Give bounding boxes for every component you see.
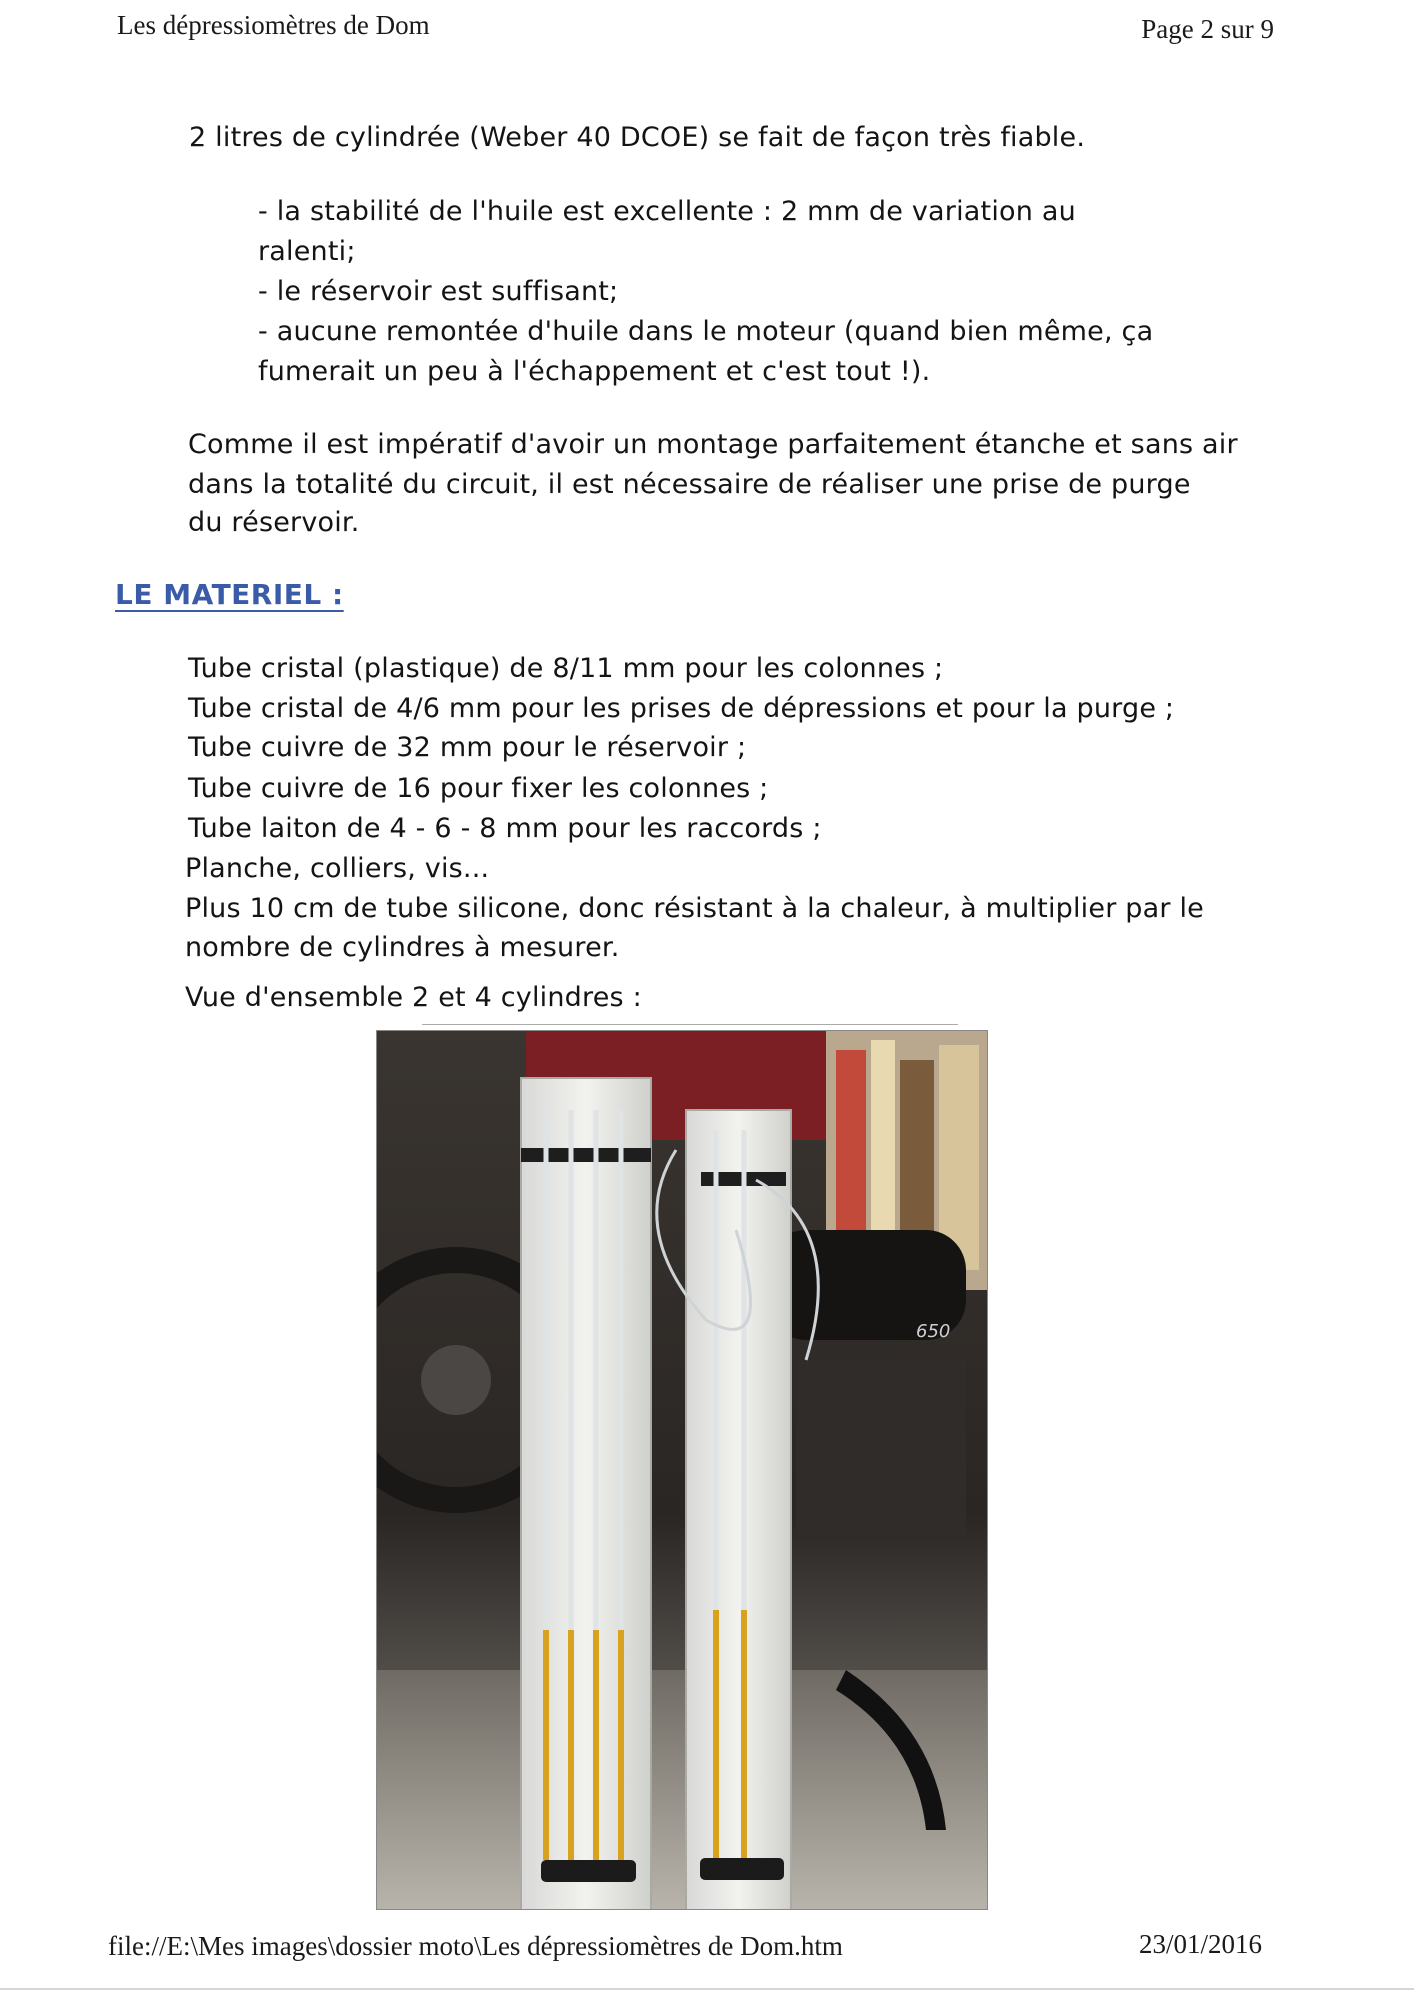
paragraph-line: Comme il est impératif d'avoir un montage parfaitement étanche et sans air	[188, 429, 1238, 460]
materials-line: nombre de cylindres à mesurer.	[185, 932, 620, 963]
bullet-line: - le réservoir est suffisant;	[258, 276, 619, 307]
engine-block	[796, 1360, 966, 1540]
materials-line: Tube cristal de 4/6 mm pour les prises de dépressions et pour la purge ;	[188, 693, 1175, 724]
photo-floor	[376, 1670, 988, 1910]
page-number: Page 2 sur 9	[1141, 14, 1274, 44]
paragraph-line: du réservoir.	[188, 507, 360, 538]
footer-file-path: file://E:\Mes images\dossier moto\Les dépressiomètres de Dom.htm	[108, 1931, 843, 1961]
page-bottom-rule	[0, 1988, 1414, 1990]
materials-line: Tube laiton de 4 - 6 - 8 mm pour les raccords ;	[188, 813, 822, 844]
photo-top-rule	[422, 1024, 958, 1025]
overview-photo	[376, 1030, 988, 1910]
bullet-line: - la stabilité de l'huile est excellente : 2 mm de variation au	[258, 196, 1076, 227]
tank-badge: 650	[916, 1321, 951, 1342]
bullet-line: fumerait un peu à l'échappement et c'est tout !).	[258, 356, 931, 387]
materials-line: Planche, colliers, vis...	[185, 853, 490, 884]
wheel-hub	[421, 1345, 491, 1415]
reservoir-left	[541, 1860, 636, 1882]
bullet-line: ralenti;	[258, 236, 356, 267]
overview-caption: Vue d'ensemble 2 et 4 cylindres :	[185, 982, 642, 1013]
bullet-line: - aucune remontée d'huile dans le moteur (quand bien même, ça	[258, 316, 1154, 347]
materials-line: Plus 10 cm de tube silicone, donc résistant à la chaleur, à multiplier par le	[185, 893, 1204, 924]
paragraph-line: dans la totalité du circuit, il est nécessaire de réaliser une prise de purge	[188, 469, 1191, 500]
board-two-cylinders	[686, 1110, 791, 1910]
materials-line: Tube cuivre de 32 mm pour le réservoir ;	[188, 732, 747, 763]
reservoir-right	[700, 1858, 784, 1880]
section-heading: LE MATERIEL :	[115, 578, 344, 611]
intro-line: 2 litres de cylindrée (Weber 40 DCOE) se fait de façon très fiable.	[189, 122, 1086, 153]
board-four-cylinders	[521, 1078, 651, 1910]
materials-line: Tube cuivre de 16 pour fixer les colonnes ;	[188, 773, 769, 804]
footer-date: 23/01/2016	[1138, 1929, 1262, 1959]
running-header-title: Les dépressiomètres de Dom	[117, 10, 430, 40]
top-clamp-left	[521, 1148, 651, 1162]
materials-line: Tube cristal (plastique) de 8/11 mm pour les colonnes ;	[188, 653, 944, 684]
